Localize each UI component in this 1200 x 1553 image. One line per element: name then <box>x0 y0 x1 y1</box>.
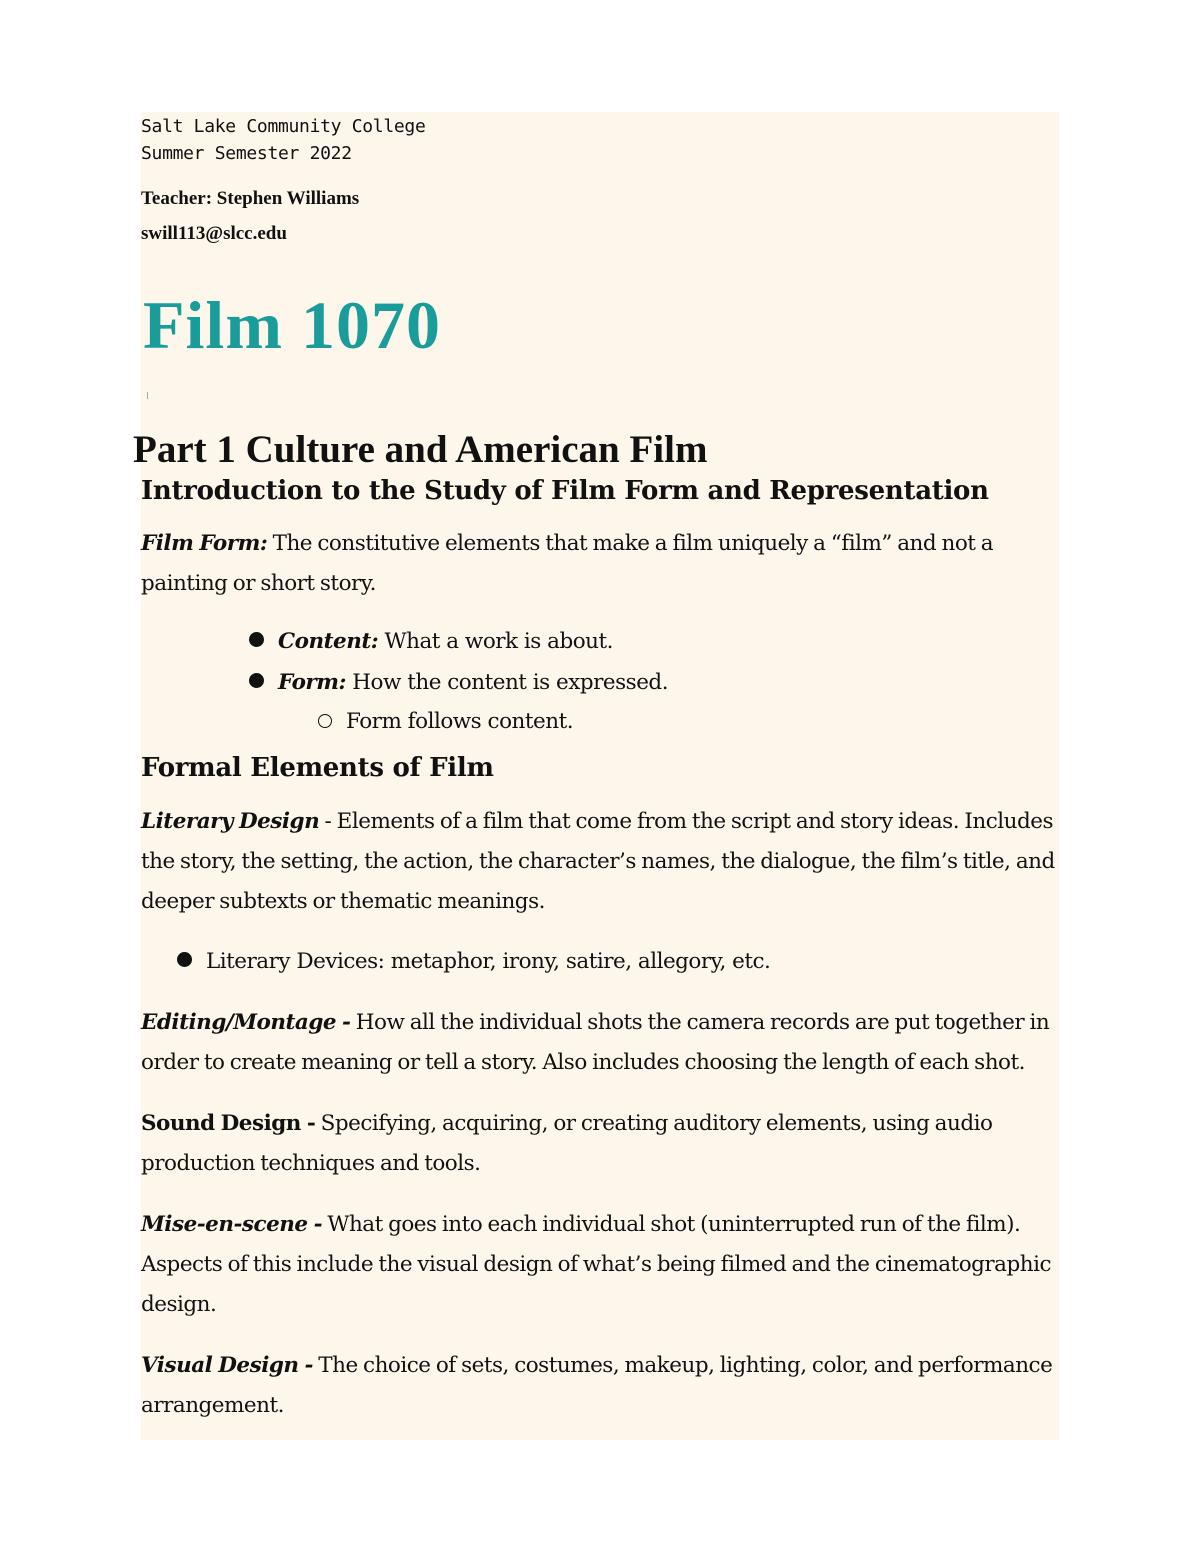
teacher-email: swill113@slcc.edu <box>141 223 287 244</box>
visual-term: Visual Design - <box>141 1353 313 1378</box>
mise-en-scene-paragraph <box>141 1205 1056 1325</box>
literary-term: Literary Design <box>141 809 320 834</box>
editing-paragraph <box>141 1003 1056 1083</box>
circle-bullet-icon <box>318 714 332 728</box>
college-name: Salt Lake Community College <box>141 116 426 137</box>
mise-term: Mise-en-scene - <box>141 1212 323 1237</box>
content-text: What a work is about. <box>378 629 614 654</box>
film-form-term: Film Form: <box>141 531 268 556</box>
sound-term: Sound Design - <box>141 1111 316 1136</box>
part-heading: Part 1 Culture and American Film <box>133 428 708 471</box>
visual-text: The choice of sets, costumes, makeup, lighting, color, and performance arrangement. <box>141 1353 1053 1418</box>
literary-design-paragraph <box>141 802 1056 922</box>
page-title: Film 1070 <box>143 287 441 363</box>
divider-mark <box>147 392 148 399</box>
list-item <box>249 670 668 695</box>
intro-heading: Introduction to the Study of Film Form and Representation <box>141 476 989 506</box>
list-item <box>318 709 573 734</box>
editing-term: Editing/Montage - <box>141 1010 351 1035</box>
sound-design-paragraph <box>141 1104 1056 1184</box>
sub-bullet-text: Form follows content. <box>346 709 574 734</box>
semester: Summer Semester 2022 <box>141 143 352 164</box>
film-form-paragraph <box>141 524 1056 604</box>
teacher-name: Teacher: Stephen Williams <box>141 188 360 209</box>
mise-text: What goes into each individual shot (uninterrupted run of the film). Aspects of this include the visual design of what’s being filmed and the cinematographic design. <box>141 1212 1052 1317</box>
list-item <box>177 949 770 974</box>
literary-devices-text: Literary Devices: metaphor, irony, satire, allegory, etc. <box>206 949 771 974</box>
list-item <box>249 629 613 654</box>
film-form-definition: The constitutive elements that make a film uniquely a “film” and not a painting or short story. <box>141 531 994 596</box>
literary-text: - Elements of a film that come from the script and story ideas. Includes the story, the setting, the action, the character’s names, the dialogue, the film’s title, and deeper subtexts or thematic meanings. <box>141 809 1055 914</box>
bullet-icon <box>249 673 264 688</box>
content-term: Content: <box>278 629 379 654</box>
bullet-icon <box>177 952 192 967</box>
formal-elements-heading: Formal Elements of Film <box>141 753 494 783</box>
form-term: Form: <box>278 670 346 695</box>
form-text: How the content is expressed. <box>345 670 669 695</box>
sound-text: Specifying, acquiring, or creating auditory elements, using audio production techniques and tools. <box>141 1111 993 1176</box>
editing-text: How all the individual shots the camera records are put together in order to create meaning or tell a story. Also includes choosing the length of each shot. <box>141 1010 1050 1075</box>
bullet-icon <box>249 632 264 647</box>
visual-design-paragraph <box>141 1346 1056 1426</box>
